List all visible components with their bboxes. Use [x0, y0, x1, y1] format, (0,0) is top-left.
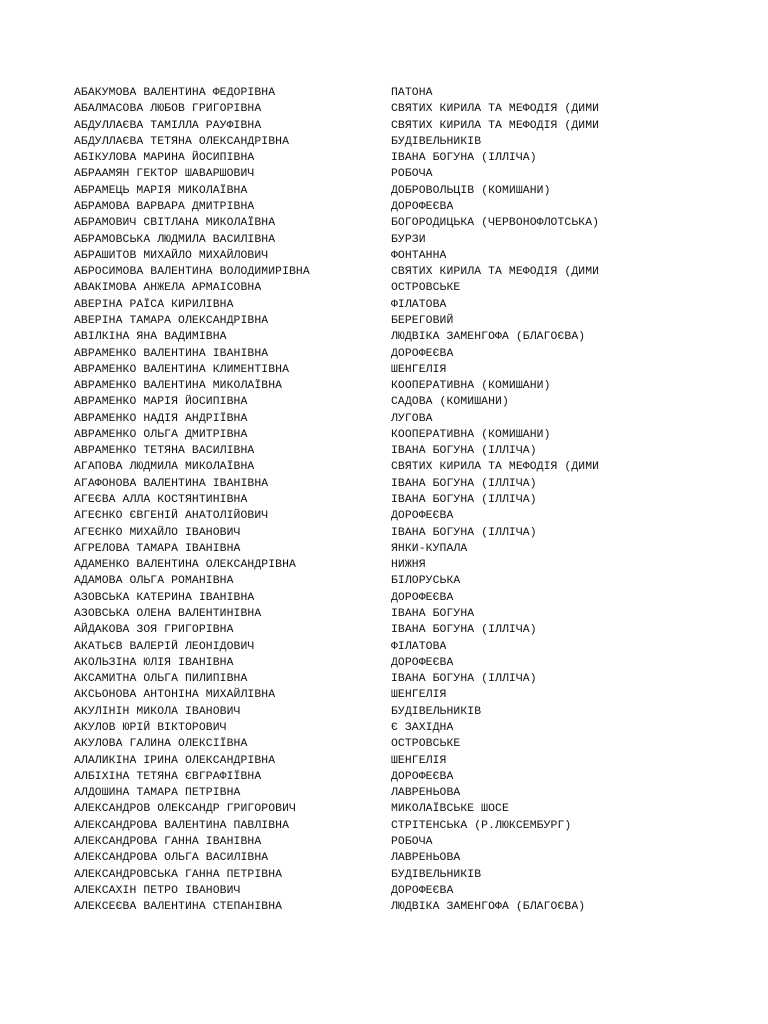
street-name: КООПЕРАТИВНА (КОМИШАНИ)	[391, 428, 551, 441]
list-item	[74, 639, 694, 655]
street-name: ШЕНГЕЛІЯ	[391, 689, 447, 702]
street-name: ІВАНА БОГУНА (ІЛЛІЧА)	[391, 445, 537, 458]
list-item	[74, 606, 694, 622]
resident-name: АЛЕКСАНДРОВА ОЛЬГА ВАСИЛІВНА	[74, 852, 269, 865]
street-name: ІВАНА БОГУНА (ІЛЛІЧА)	[391, 624, 537, 637]
resident-name: АВРАМЕНКО ВАЛЕНТИНА МИКОЛАЇВНА	[74, 380, 283, 393]
resident-name: АВРАМЕНКО ВАЛЕНТИНА ІВАНІВНА	[74, 347, 269, 360]
list-item	[74, 85, 694, 101]
street-name: ДОРОФЕЄВА	[391, 200, 454, 213]
resident-name: АКСЬОНОВА АНТОНІНА МИХАЙЛІВНА	[74, 689, 276, 702]
resident-name: АЛЕКСАНДРОВА ГАННА ІВАНІВНА	[74, 835, 262, 848]
resident-name: АЛЕКСАНДРОВ ОЛЕКСАНДР ГРИГОРОВИЧ	[74, 803, 296, 816]
street-name: ІВАНА БОГУНА	[391, 608, 475, 620]
street-name: БІЛОРУСЬКА	[391, 575, 461, 588]
list-item	[74, 818, 694, 834]
list-item	[74, 427, 694, 443]
resident-name: АБІКУЛОВА МАРИНА ЙОСИПІВНА	[74, 152, 255, 165]
street-name: ЛАВРЕНЬОВА	[391, 787, 461, 800]
resident-name: АЗОВСЬКА ОЛЕНА ВАЛЕНТИНІВНА	[74, 608, 262, 620]
resident-name: АВРАМЕНКО ВАЛЕНТИНА КЛИМЕНТІВНА	[74, 363, 290, 376]
resident-name: АКУЛОВА ГАЛИНА ОЛЕКСІЇВНА	[74, 738, 248, 751]
list-item	[74, 280, 694, 296]
list-item	[74, 492, 694, 508]
resident-name: АКСАМИТНА ОЛЬГА ПИЛИПІВНА	[74, 673, 248, 686]
resident-name: АГЕЄВА АЛЛА КОСТЯНТИНІВНА	[74, 494, 248, 507]
resident-name: АБДУЛЛАЄВА ТАМІЛЛА РАУФІВНА	[74, 119, 262, 132]
resident-name: АГАПОВА ЛЮДМИЛА МИКОЛАЇВНА	[74, 461, 255, 474]
list-item	[74, 443, 694, 459]
list-item	[74, 248, 694, 264]
street-name: СВЯТИХ КИРИЛА ТА МЕФОДІЯ (ДИМИ	[391, 119, 600, 132]
street-name: ФІЛАТОВА	[391, 298, 447, 311]
list-item	[74, 183, 694, 199]
street-name: ЛУГОВА	[391, 412, 433, 425]
list-item	[74, 899, 694, 915]
street-name: ДОРОФЕЄВА	[391, 347, 454, 360]
street-name: ШЕНГЕЛІЯ	[391, 754, 447, 767]
resident-name: АВРАМЕНКО МАРІЯ ЙОСИПІВНА	[74, 396, 248, 409]
list-item	[74, 850, 694, 866]
resident-name: АЛДОШИНА ТАМАРА ПЕТРІВНА	[74, 787, 241, 800]
list-item	[74, 736, 694, 752]
list-item	[74, 687, 694, 703]
list-item	[74, 573, 694, 589]
street-name: МИКОЛАЇВСЬКЕ ШОСЕ	[391, 803, 509, 816]
street-name: ДОРОФЕЄВА	[391, 884, 454, 897]
list-item	[74, 459, 694, 475]
street-name: БУДІВЕЛЬНИКІВ	[391, 868, 482, 881]
list-item	[74, 590, 694, 606]
street-name: ДОРОФЕЄВА	[391, 656, 454, 669]
list-item	[74, 134, 694, 150]
resident-name: АВЕРІНА РАЇСА КИРИЛІВНА	[74, 298, 234, 311]
list-item	[74, 753, 694, 769]
street-name: ОСТРОВСЬКЕ	[391, 738, 461, 751]
resident-name: АЛЕКСАХІН ПЕТРО ІВАНОВИЧ	[74, 884, 241, 897]
street-name: БОГОРОДИЦЬКА (ЧЕРВОНОФЛОТСЬКА)	[391, 217, 600, 230]
street-name: ДОРОФЕЄВА	[391, 510, 454, 523]
street-name: ІВАНА БОГУНА (ІЛЛІЧА)	[391, 526, 537, 539]
list-item	[74, 215, 694, 231]
list-item	[74, 671, 694, 687]
list-item	[74, 769, 694, 785]
street-name: САДОВА (КОМИШАНИ)	[391, 396, 509, 409]
resident-name: АБРАШИТОВ МИХАЙЛО МИХАЙЛОВИЧ	[74, 249, 269, 262]
street-name: БУДІВЕЛЬНИКІВ	[391, 705, 482, 718]
resident-name: АЛЕКСАНДРОВА ВАЛЕНТИНА ПАВЛІВНА	[74, 819, 290, 832]
list-item	[74, 362, 694, 378]
street-name: ДОРОФЕЄВА	[391, 770, 454, 783]
street-name: ЛЮДВІКА ЗАМЕНГОФА (БЛАГОЄВА)	[391, 901, 586, 914]
resident-name: АГАФОНОВА ВАЛЕНТИНА ІВАНІВНА	[74, 477, 269, 490]
resident-name: АЛЕКСАНДРОВСЬКА ГАННА ПЕТРІВНА	[74, 868, 283, 881]
resident-name: АКАТЬЄВ ВАЛЕРІЙ ЛЕОНІДОВИЧ	[74, 640, 255, 653]
list-item	[74, 834, 694, 850]
list-item	[74, 801, 694, 817]
list-item	[74, 264, 694, 280]
street-name: НИЖНЯ	[391, 559, 426, 572]
list-item	[74, 508, 694, 524]
street-name: СВЯТИХ КИРИЛА ТА МЕФОДІЯ (ДИМИ	[391, 461, 600, 474]
resident-name: АКУЛОВ ЮРІЙ ВІКТОРОВИЧ	[74, 721, 227, 734]
street-name: ЯНКИ-КУПАЛА	[391, 542, 468, 555]
street-name: ІВАНА БОГУНА (ІЛЛІЧА)	[391, 152, 537, 165]
resident-name: АВЕРІНА ТАМАРА ОЛЕКСАНДРІВНА	[74, 314, 269, 327]
list-item	[74, 150, 694, 166]
street-name: ЛЮДВІКА ЗАМЕНГОФА (БЛАГОЄВА)	[391, 331, 586, 344]
resident-name: АЛАЛИКІНА ІРИНА ОЛЕКСАНДРІВНА	[74, 754, 276, 767]
resident-name: АБДУЛЛАЄВА ТЕТЯНА ОЛЕКСАНДРІВНА	[74, 135, 290, 148]
list-item	[74, 166, 694, 182]
list-item	[74, 476, 694, 492]
street-name: РОБОЧА	[391, 835, 433, 848]
street-name: СВЯТИХ КИРИЛА ТА МЕФОДІЯ (ДИМИ	[391, 103, 600, 116]
resident-name: АДАМЕНКО ВАЛЕНТИНА ОЛЕКСАНДРІВНА	[74, 559, 296, 572]
street-name: ДОБРОВОЛЬЦІВ (КОМИШАНИ)	[391, 184, 551, 197]
resident-name: АБРОСИМОВА ВАЛЕНТИНА ВОЛОДИМИРІВНА	[74, 266, 310, 279]
resident-name: АБАЛМАСОВА ЛЮБОВ ГРИГОРІВНА	[74, 103, 262, 116]
list-item	[74, 199, 694, 215]
resident-name: АКОЛЬЗІНА ЮЛІЯ ІВАНІВНА	[74, 656, 234, 669]
resident-name: АДАМОВА ОЛЬГА РОМАНІВНА	[74, 575, 234, 588]
resident-name: АКУЛІНІН МИКОЛА ІВАНОВИЧ	[74, 705, 241, 718]
list-item	[74, 883, 694, 899]
list-item	[74, 557, 694, 573]
resident-name: АЛЕКСЕЄВА ВАЛЕНТИНА СТЕПАНІВНА	[74, 901, 283, 914]
list-item	[74, 297, 694, 313]
list-item	[74, 655, 694, 671]
resident-name: АВРАМЕНКО НАДІЯ АНДРІЇВНА	[74, 412, 248, 425]
resident-name: АБРАМОВСЬКА ЛЮДМИЛА ВАСИЛІВНА	[74, 233, 276, 246]
street-name: БУДІВЕЛЬНИКІВ	[391, 135, 482, 148]
resident-name: АГЕЄНКО ЄВГЕНІЙ АНАТОЛІЙОВИЧ	[74, 510, 269, 523]
resident-name: АЙДАКОВА ЗОЯ ГРИГОРІВНА	[74, 624, 234, 637]
street-name: ШЕНГЕЛІЯ	[391, 363, 447, 376]
list-item	[74, 346, 694, 362]
resident-name: АБРАМОВА ВАРВАРА ДМИТРІВНА	[74, 200, 255, 213]
list-item	[74, 541, 694, 557]
resident-name: АВАКІМОВА АНЖЕЛА АРМАІСОВНА	[74, 282, 262, 295]
list-item	[74, 525, 694, 541]
resident-name: АБАКУМОВА ВАЛЕНТИНА ФЕДОРІВНА	[74, 87, 276, 99]
street-name: БЕРЕГОВИЙ	[391, 314, 454, 327]
resident-name: АВІЛКІНА ЯНА ВАДИМІВНА	[74, 331, 227, 344]
street-name: ІВАНА БОГУНА (ІЛЛІЧА)	[391, 673, 537, 686]
street-name: ПАТОНА	[391, 87, 433, 99]
list-item	[74, 232, 694, 248]
street-name: РОБОЧА	[391, 168, 433, 181]
list-item	[74, 101, 694, 117]
list-item	[74, 329, 694, 345]
resident-list	[74, 85, 694, 915]
street-name: ОСТРОВСЬКЕ	[391, 282, 461, 295]
street-name: СВЯТИХ КИРИЛА ТА МЕФОДІЯ (ДИМИ	[391, 266, 600, 279]
resident-name: АБРААМЯН ГЕКТОР ШАВАРШОВИЧ	[74, 168, 255, 181]
street-name: ЛАВРЕНЬОВА	[391, 852, 461, 865]
list-item	[74, 118, 694, 134]
list-item	[74, 411, 694, 427]
street-name: ФІЛАТОВА	[391, 640, 447, 653]
resident-name: АВРАМЕНКО ТЕТЯНА ВАСИЛІВНА	[74, 445, 255, 458]
resident-name: АБРАМЕЦЬ МАРІЯ МИКОЛАЇВНА	[74, 184, 248, 197]
resident-name: АЛБІХІНА ТЕТЯНА ЄВГРАФІЇВНА	[74, 770, 262, 783]
street-name: ІВАНА БОГУНА (ІЛЛІЧА)	[391, 477, 537, 490]
resident-name: АГЕЄНКО МИХАЙЛО ІВАНОВИЧ	[74, 526, 241, 539]
resident-name: АБРАМОВИЧ СВІТЛАНА МИКОЛАЇВНА	[74, 217, 276, 230]
street-name: СТРІТЕНСЬКА (Р.ЛЮКСЕМБУРГ)	[391, 819, 572, 832]
list-item	[74, 622, 694, 638]
street-name: ІВАНА БОГУНА (ІЛЛІЧА)	[391, 494, 537, 507]
list-item	[74, 704, 694, 720]
list-item	[74, 394, 694, 410]
resident-name: АЗОВСЬКА КАТЕРИНА ІВАНІВНА	[74, 591, 255, 604]
street-name: БУРЗИ	[391, 233, 426, 246]
resident-name: АГРЕЛОВА ТАМАРА ІВАНІВНА	[74, 542, 241, 555]
street-name: КООПЕРАТИВНА (КОМИШАНИ)	[391, 380, 551, 393]
street-name: ДОРОФЕЄВА	[391, 591, 454, 604]
list-item	[74, 313, 694, 329]
resident-name: АВРАМЕНКО ОЛЬГА ДМИТРІВНА	[74, 428, 248, 441]
list-item	[74, 378, 694, 394]
list-item	[74, 720, 694, 736]
street-name: ФОНТАННА	[391, 249, 447, 262]
list-item	[74, 867, 694, 883]
list-item	[74, 785, 694, 801]
street-name: Є ЗАХІДНА	[391, 721, 454, 734]
